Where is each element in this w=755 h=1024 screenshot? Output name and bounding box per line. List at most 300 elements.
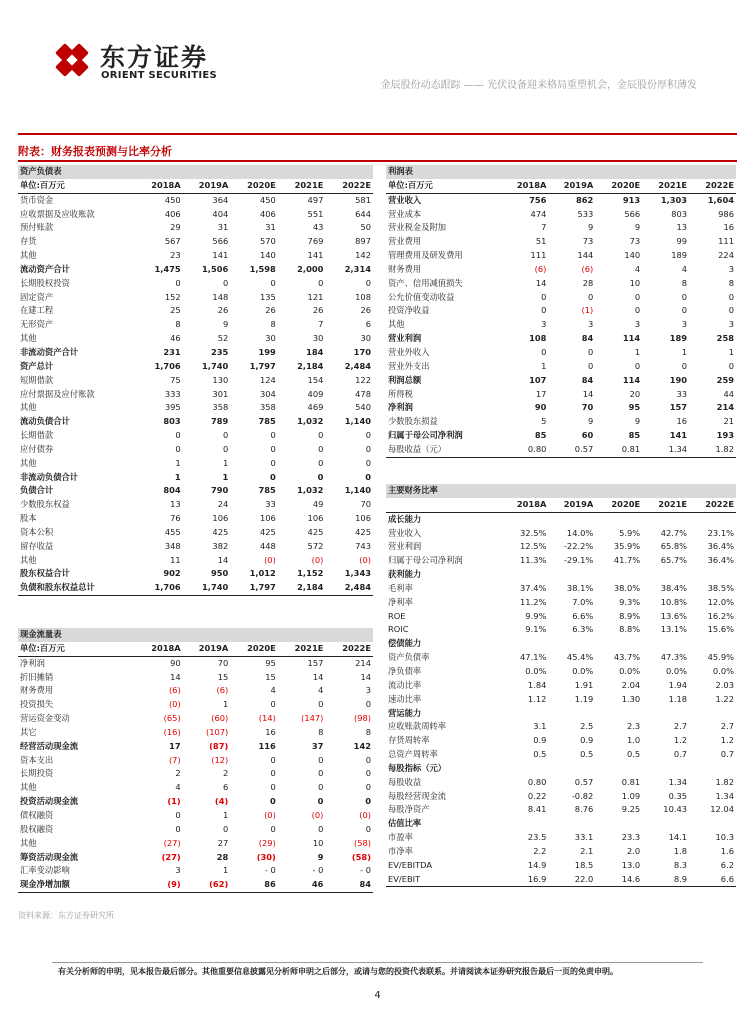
row-value: 2,484 — [344, 360, 371, 371]
row-value: 1,797 — [230, 581, 278, 595]
row-value: 32.5% — [520, 527, 547, 538]
row-label: 应收账款周转率 — [388, 721, 447, 732]
row-value: 0 — [222, 823, 229, 834]
row-value — [642, 568, 689, 582]
row-value: 106 — [212, 513, 229, 524]
row-value: 99 — [676, 236, 688, 247]
row-value: 14 — [312, 671, 324, 682]
row-value: 425 — [355, 526, 371, 537]
table-row — [18, 754, 373, 768]
row-value: 108 — [529, 333, 547, 344]
row-value: 0.0% — [665, 665, 688, 676]
row-value: 455 — [164, 526, 181, 537]
row-label: 营业利润 — [388, 541, 422, 552]
row-value: 395 — [164, 402, 181, 413]
row-value: 231 — [163, 346, 181, 357]
table-row — [386, 831, 736, 845]
row-label: 估值比率 — [388, 818, 422, 829]
row-value: 540 — [355, 402, 371, 413]
row-value: 4 — [318, 685, 324, 696]
table-row — [386, 803, 736, 817]
row-value: - 0 — [312, 865, 324, 876]
row-value: 13.6% — [660, 610, 688, 621]
table-row — [386, 235, 736, 249]
row-value: 0 — [270, 471, 276, 482]
row-value: 8 — [728, 277, 734, 288]
row-value: 0.5 — [533, 749, 547, 760]
row-value: 47.1% — [520, 652, 547, 663]
table-row — [386, 512, 736, 526]
row-value — [502, 568, 549, 582]
row-value: 1.82 — [715, 776, 734, 787]
row-label: 其他 — [20, 457, 37, 468]
table-row — [386, 776, 736, 790]
row-value: 0 — [541, 291, 547, 302]
row-value: 497 — [307, 194, 324, 205]
row-value: 1.2 — [720, 735, 734, 746]
row-value: 448 — [259, 540, 276, 551]
table-row — [18, 767, 373, 781]
row-value: 49 — [312, 499, 324, 510]
row-value: 0 — [365, 782, 371, 793]
row-value: 2.03 — [715, 679, 734, 690]
row-value: 41.7% — [613, 555, 641, 566]
year-header: 2019A — [548, 179, 595, 193]
year-header: 2021E — [642, 498, 689, 512]
row-value: 8.41 — [527, 804, 547, 815]
row-value — [689, 817, 736, 831]
row-value: 16 — [723, 222, 734, 233]
row-value: 106 — [307, 513, 324, 524]
table-row — [386, 845, 736, 859]
row-value: 566 — [624, 208, 641, 219]
row-value: (0) — [311, 809, 324, 820]
row-value: 0.80 — [527, 776, 547, 787]
row-value: 0 — [318, 430, 324, 441]
row-value: 450 — [164, 194, 181, 205]
brand-name-cn: 东方证券 — [100, 43, 209, 72]
row-value: 0 — [728, 291, 734, 302]
row-value: 0.81 — [621, 776, 641, 787]
row-label: 营业外支出 — [388, 360, 430, 371]
row-value: 24 — [217, 499, 229, 510]
year-header: 2020E — [595, 179, 642, 193]
row-label: 每股指标（元） — [388, 762, 447, 773]
table-row — [18, 374, 373, 388]
orient-logo-icon — [52, 40, 92, 80]
row-value: 135 — [259, 291, 276, 302]
table-row — [386, 208, 736, 222]
row-value: 2,314 — [344, 263, 371, 274]
row-value: 0 — [365, 796, 371, 807]
row-value: 364 — [212, 194, 229, 205]
table-row — [18, 263, 373, 277]
row-value: 1.34 — [668, 776, 688, 787]
row-value: 0 — [317, 471, 324, 482]
table-row — [386, 374, 736, 388]
row-label: 所得税 — [388, 388, 413, 399]
row-value: 1 — [175, 457, 181, 468]
row-value: 142 — [353, 740, 371, 751]
row-value: 9 — [634, 222, 641, 233]
row-value: 152 — [164, 291, 181, 302]
row-value: 1.8 — [673, 845, 688, 856]
row-value: 0 — [318, 754, 324, 765]
row-value: 130 — [212, 374, 229, 385]
table-row — [18, 221, 373, 235]
row-value: 85 — [534, 430, 547, 441]
table-row — [18, 878, 373, 892]
row-value: 122 — [355, 374, 371, 385]
row-label: 其他 — [20, 402, 37, 413]
row-value: 65.8% — [660, 541, 688, 552]
row-label: 市净率 — [388, 845, 413, 856]
row-value: 0 — [317, 796, 324, 807]
row-value: 0 — [588, 346, 594, 357]
row-value: 43 — [312, 222, 324, 233]
row-value: 0 — [270, 823, 276, 834]
row-value: (27) — [163, 837, 181, 848]
row-value: 1.6 — [720, 845, 734, 856]
row-value: (0) — [264, 809, 276, 820]
row-label: 应付债券 — [20, 443, 54, 454]
row-value: 8.8% — [619, 624, 641, 635]
table-row — [386, 540, 736, 554]
row-value: 0.0% — [572, 665, 594, 676]
table-row — [386, 693, 736, 707]
row-value: 60 — [581, 430, 594, 441]
row-value: 111 — [718, 236, 734, 247]
row-value: 0 — [270, 457, 276, 468]
row-value: 469 — [307, 402, 324, 413]
row-value: 51 — [535, 236, 547, 247]
row-label: 总资产周转率 — [388, 749, 438, 760]
year-header: 2021E — [278, 179, 326, 193]
row-value: 1,706 — [135, 581, 183, 595]
row-value: 1,152 — [297, 568, 324, 579]
row-value: 1,475 — [154, 263, 181, 274]
year-header: 2020E — [595, 498, 642, 512]
row-value: 14 — [582, 388, 594, 399]
table-title-row — [386, 484, 736, 498]
row-value: 0 — [270, 754, 276, 765]
balance-sheet — [18, 165, 373, 596]
row-value: 425 — [307, 526, 324, 537]
row-label: 每股净资产 — [388, 804, 430, 815]
row-value: 73 — [629, 236, 641, 247]
row-value: (6) — [216, 685, 229, 696]
row-value: 23 — [170, 250, 181, 261]
row-value: 86 — [230, 878, 278, 892]
row-label: 投资损失 — [20, 699, 54, 710]
row-value: 15 — [217, 671, 229, 682]
row-value: (0) — [311, 554, 324, 565]
row-value: (9) — [135, 878, 183, 892]
row-value: (58) — [351, 851, 371, 862]
row-value: 14.0% — [566, 527, 594, 538]
row-value: (14) — [258, 713, 276, 724]
row-value: -0.82 — [571, 790, 594, 801]
row-value: 897 — [355, 236, 371, 247]
row-value: (62) — [183, 878, 231, 892]
row-value: (4) — [214, 796, 229, 807]
row-value: 90 — [534, 402, 547, 413]
row-label: 净利率 — [388, 596, 413, 607]
row-value: 1.91 — [574, 679, 594, 690]
row-value: 358 — [212, 402, 229, 413]
row-value: 84 — [581, 374, 594, 385]
row-value: 189 — [671, 250, 688, 261]
row-value: 10 — [629, 277, 641, 288]
table-row — [386, 596, 736, 610]
row-label: 应收票据及应收账款 — [20, 208, 95, 219]
row-value: 114 — [622, 374, 641, 385]
row-value: 301 — [212, 388, 229, 399]
row-value: 9.9% — [525, 610, 547, 621]
row-value: 12.5% — [520, 541, 547, 552]
row-value: 3 — [588, 319, 594, 330]
row-value: 7 — [541, 222, 547, 233]
row-value: 6 — [365, 319, 371, 330]
row-label: 资产、信用减值损失 — [388, 277, 463, 288]
row-label: 应付票据及应付账款 — [20, 388, 95, 399]
row-value: 30 — [312, 333, 324, 344]
row-value: 25 — [170, 305, 181, 316]
row-label: 负债合计 — [20, 485, 54, 496]
row-label: 其他 — [20, 837, 37, 848]
row-value — [548, 637, 595, 651]
row-value: 450 — [259, 194, 276, 205]
row-value: 157 — [669, 402, 688, 413]
row-value: 2.1 — [580, 845, 594, 856]
row-value: 6.6 — [689, 873, 736, 887]
row-value: 0 — [270, 768, 276, 779]
row-value: 95 — [265, 657, 276, 668]
row-value: 7 — [318, 319, 324, 330]
table-row — [386, 651, 736, 665]
row-value — [595, 762, 642, 776]
row-value: 1,506 — [202, 263, 229, 274]
row-value: 47.3% — [660, 652, 688, 663]
row-value: 358 — [259, 402, 276, 413]
row-value: 18.5 — [574, 859, 594, 870]
row-label: 筹资活动现金流 — [20, 851, 79, 862]
row-value: 13 — [170, 499, 181, 510]
row-value: 644 — [355, 208, 371, 219]
row-value: 15.6% — [707, 624, 734, 635]
row-label: 流动比率 — [388, 679, 422, 690]
row-value: 1.82 — [689, 443, 736, 457]
row-value: 1 — [222, 809, 229, 820]
row-value: 170 — [353, 346, 371, 357]
row-value: 9 — [588, 416, 594, 427]
table-row — [386, 748, 736, 762]
row-value: 16.2% — [707, 610, 734, 621]
row-value: 33 — [265, 499, 276, 510]
report-subtitle: 金辰股份动态跟踪 —— 光伏设备迎来格局重塑机会，金辰股份厚积薄发 — [380, 80, 697, 91]
table-row — [18, 360, 373, 374]
row-value: 50 — [360, 222, 371, 233]
row-value: 0 — [365, 430, 371, 441]
table-row — [18, 698, 373, 712]
row-value: 16 — [676, 416, 688, 427]
row-label: 流动资产合计 — [20, 263, 70, 274]
row-value: 0 — [270, 782, 276, 793]
row-value: 0 — [318, 823, 324, 834]
row-value: 106 — [259, 513, 276, 524]
row-label: 资本公积 — [20, 526, 54, 537]
row-value: 111 — [530, 250, 547, 261]
row-value: 0 — [541, 305, 547, 316]
row-value: 141 — [212, 250, 229, 261]
disclaimer: 有关分析师的申明，见本报告最后部分。其他重要信息披露见分析师申明之后部分，或请与您的投资代表联系。并请阅读本证券研究报告最后一页的免责申明。 — [58, 967, 618, 976]
row-value: 0.22 — [527, 790, 547, 801]
table-row — [18, 346, 373, 360]
row-value: 85 — [628, 430, 641, 441]
table-row — [18, 526, 373, 540]
table-row — [18, 318, 373, 332]
table-title-row — [386, 165, 736, 179]
row-value: 0 — [681, 360, 688, 371]
row-value — [642, 512, 689, 526]
row-value: 1.12 — [527, 693, 547, 704]
table-header-row — [386, 498, 736, 512]
row-label: 营业费用 — [388, 236, 422, 247]
row-value: 1,598 — [249, 263, 276, 274]
table-row — [18, 540, 373, 554]
table-row — [386, 221, 736, 235]
row-value: 551 — [307, 208, 324, 219]
row-value: 0 — [365, 471, 371, 482]
row-value: 382 — [212, 540, 229, 551]
row-label: 资本支出 — [20, 754, 54, 765]
row-label: 获利能力 — [388, 569, 422, 580]
top-divider — [18, 133, 737, 135]
table-row — [386, 637, 736, 651]
row-label: 净利润 — [20, 657, 45, 668]
row-label: 短期借款 — [20, 374, 54, 385]
row-label: 利润总额 — [388, 374, 422, 385]
row-value: 14.9 — [527, 859, 547, 870]
row-value: 0.57 — [574, 776, 594, 787]
row-value: 803 — [163, 416, 181, 427]
row-value: 1.2 — [673, 735, 688, 746]
row-label: 每股经营现金流 — [388, 790, 447, 801]
row-value: 84 — [325, 878, 373, 892]
table-title: 主要财务比率 — [386, 484, 736, 498]
table-row — [18, 512, 373, 526]
row-value: 0 — [270, 277, 276, 288]
year-header: 2018A — [135, 642, 183, 656]
table-row — [18, 193, 373, 207]
row-value: 3.1 — [533, 721, 547, 732]
row-label: 长期借款 — [20, 430, 54, 441]
table-row — [386, 623, 736, 637]
row-value: 0 — [365, 699, 371, 710]
row-value: 0.9 — [533, 735, 547, 746]
row-value: (60) — [211, 713, 229, 724]
row-value: 0 — [365, 768, 371, 779]
row-value — [689, 707, 736, 721]
row-value: 1,740 — [202, 360, 229, 371]
row-value: 1 — [222, 699, 229, 710]
row-value: 0 — [175, 443, 181, 454]
row-value: 406 — [259, 208, 276, 219]
row-value: 28 — [216, 851, 229, 862]
row-value: 38.5% — [707, 582, 734, 593]
row-value: 2.7 — [673, 721, 688, 732]
row-value: 31 — [265, 222, 276, 233]
row-value: 23.5 — [527, 832, 547, 843]
unit-label: 单位:百万元 — [18, 179, 135, 193]
row-value: 425 — [212, 526, 229, 537]
row-value: 73 — [582, 236, 594, 247]
row-value — [548, 707, 595, 721]
row-label: 非流动负债合计 — [20, 471, 79, 482]
table-row — [386, 665, 736, 679]
row-value: 37.4% — [520, 582, 547, 593]
row-value: 0.0% — [525, 665, 547, 676]
row-value: 406 — [164, 208, 181, 219]
row-value: 38.0% — [613, 582, 641, 593]
row-label: 资产负债率 — [388, 652, 430, 663]
table-row — [386, 263, 736, 277]
row-value: 26 — [217, 305, 229, 316]
row-label: 在建工程 — [20, 305, 54, 316]
row-value: 3 — [728, 319, 734, 330]
row-label: 汇率变动影响 — [20, 865, 70, 876]
table-row — [18, 795, 373, 809]
row-value: 10.8% — [660, 596, 688, 607]
table-row — [386, 443, 736, 457]
row-value: 36.4% — [707, 541, 734, 552]
row-value: 0 — [634, 360, 641, 371]
row-value: 1.34 — [642, 443, 689, 457]
row-value: 26 — [312, 305, 324, 316]
row-value: 14 — [217, 554, 229, 565]
row-value: 2,484 — [325, 581, 373, 595]
row-value: 1,797 — [249, 360, 276, 371]
row-value — [502, 512, 549, 526]
row-value: (30) — [256, 851, 276, 862]
row-value: 567 — [164, 236, 181, 247]
row-value: 0 — [222, 443, 229, 454]
row-value: 0 — [365, 277, 371, 288]
table-row — [18, 554, 373, 568]
row-value: 124 — [259, 374, 276, 385]
row-value: 8 — [681, 277, 688, 288]
row-value: 11.2% — [520, 596, 547, 607]
table-row — [18, 332, 373, 346]
row-value: 6 — [222, 782, 229, 793]
row-value: 30 — [265, 333, 276, 344]
row-value: 3 — [175, 865, 181, 876]
row-label: 公允价值变动收益 — [388, 291, 455, 302]
row-value: 0 — [175, 430, 181, 441]
row-value: 1,604 — [707, 194, 734, 205]
table-row — [386, 346, 736, 360]
row-value: 3 — [541, 319, 547, 330]
row-value: 0 — [318, 443, 324, 454]
row-value: - 0 — [264, 865, 276, 876]
row-value: 114 — [622, 333, 641, 344]
row-label: 股东权益合计 — [20, 568, 70, 579]
table-row — [18, 443, 373, 457]
row-value: 9.1% — [525, 624, 547, 635]
row-value: 0.57 — [548, 443, 595, 457]
row-value: 36.4% — [707, 555, 734, 566]
row-value: 572 — [307, 540, 324, 551]
